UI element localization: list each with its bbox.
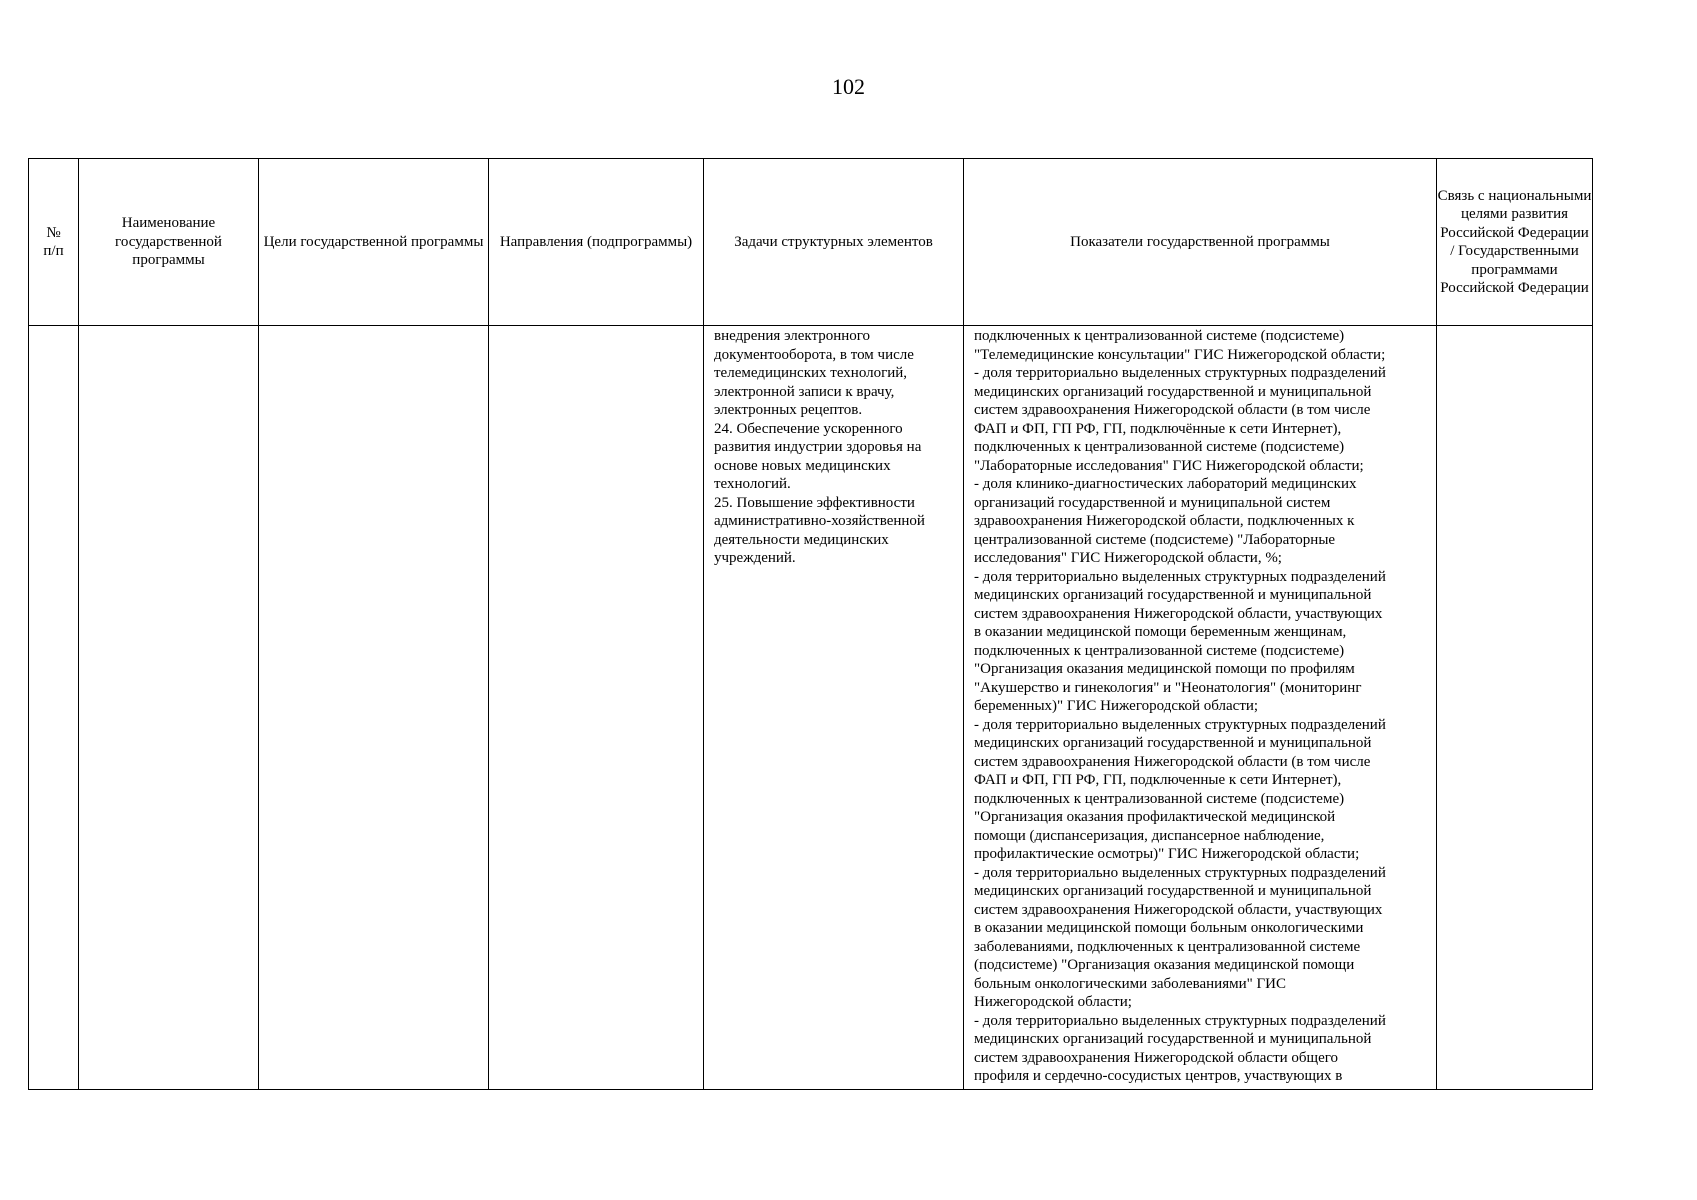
cell-tasks: внедрения электронного документооборота, в том числе телемедицинских технологий, электронной записи к врачу, электронных рецептов. 24. Обеспечение ускоренного развития индустрии здоровья на основе новых медицинских технологий. 25. Повышение эффективности административно-хозяйственной деятельности медицинских учреждений.: [704, 326, 964, 1090]
header-indicators: Показатели государственной программы: [964, 159, 1437, 326]
header-number: № п/п: [29, 159, 79, 326]
cell-national-goals: [1437, 326, 1593, 1090]
table-header-row: [29, 159, 1593, 326]
header-program-name: Наименование государственной программы: [79, 159, 259, 326]
cell-goals: [259, 326, 489, 1090]
cell-program-name: [79, 326, 259, 1090]
cell-indicators: подключенных к централизованной системе (подсистеме) "Телемедицинские консультации" ГИС Нижегородской области; - доля территориально выделенных структурных подразделений медицинских организаций государственной и муниципальной систем здравоохранения Нижегородской области (в том числе ФАП и ФП, ГП РФ, ГП, подключённые к сети Интернет), подключенных к централизованной системе (подсистеме) "Лабораторные исследования" ГИС Нижегородской области; - доля клинико-диагностических лабораторий медицинских организаций государственной и муниципальной систем здравоохранения Нижегородской области, подключенных к централизованной системе (подсистеме) "Лабораторные исследования" ГИС Нижегородской области, %; - доля территориально выделенных структурных подразделений медицинских организаций государственной и муниципальной систем здравоохранения Нижегородской области, участвующих в оказании медицинской помощи беременным женщинам, подключенных к централизованной системе (подсистеме) "Организация оказания медицинской помощи по профилям "Акушерство и гинекология" и "Неонатология" (мониторинг беременных)" ГИС Нижегородской области; - доля территориально выделенных структурных подразделений медицинских организаций государственной и муниципальной систем здравоохранения Нижегородской области (в том числе ФАП и ФП, ГП РФ, ГП, подключенные к сети Интернет), подключенных к централизованной системе (подсистеме) "Организация оказания профилактической медицинской помощи (диспансеризация, диспансерное наблюдение, профилактические осмотры)" ГИС Нижегородской области; - доля территориально выделенных структурных подразделений медицинских организаций государственной и муниципальной систем здравоохранения Нижегородской области, участвующих в оказании медицинской помощи больным онкологическими заболеваниями, подключенных к централизованной системе (подсистеме) "Организация оказания медицинской помощи больным онкологическими заболеваниями" ГИС Нижегородской области; - доля территориально выделенных структурных подразделений медицинских организаций государственной и муниципальной систем здравоохранения Нижегородской области общего профиля и сердечно-сосудистых центров, участвующих в: [964, 326, 1437, 1090]
table-row: [29, 326, 1593, 1090]
cell-number: [29, 326, 79, 1090]
cell-directions: [489, 326, 704, 1090]
page-number: 102: [832, 74, 865, 99]
header-directions: Направления (подпрограммы): [489, 159, 704, 326]
program-table: [28, 158, 1593, 1090]
header-tasks: Задачи структурных элементов: [704, 159, 964, 326]
header-national-goals: Связь с национальными целями развития Российской Федерации / Государственными программами Российской Федерации: [1437, 159, 1593, 326]
header-goals: Цели государственной программы: [259, 159, 489, 326]
